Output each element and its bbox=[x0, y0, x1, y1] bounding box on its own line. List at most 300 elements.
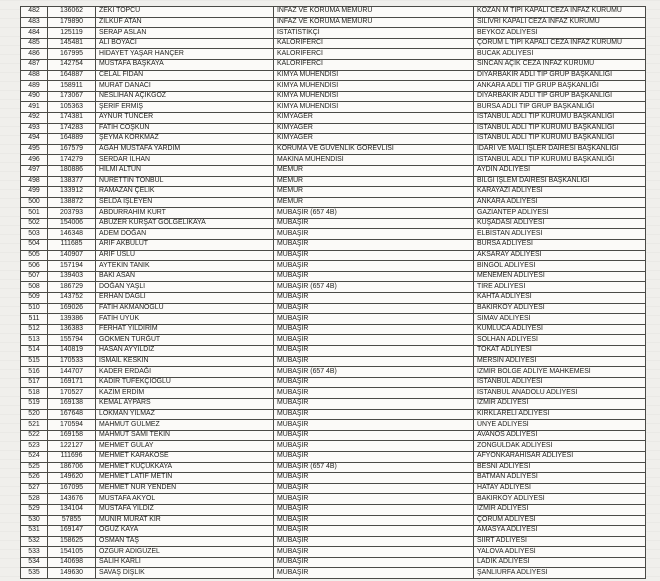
job-title-cell: MEMUR bbox=[274, 176, 474, 187]
row-number-cell: 500 bbox=[21, 197, 48, 208]
row-number-cell: 490 bbox=[21, 91, 48, 102]
job-title-cell: İNFAZ VE KORUMA MEMURU bbox=[274, 17, 474, 28]
table-row bbox=[21, 91, 646, 102]
institution-cell: TİRE ADLİYESİ bbox=[474, 282, 646, 293]
job-title-cell: MÜBAŞİR bbox=[274, 324, 474, 335]
personnel-table-body bbox=[21, 7, 646, 579]
job-title-cell: MÜBAŞİR bbox=[274, 515, 474, 526]
table-row bbox=[21, 81, 646, 92]
person-name-cell: KAZİM ERDİM bbox=[96, 388, 274, 399]
row-number-cell: 492 bbox=[21, 112, 48, 123]
row-number-cell: 497 bbox=[21, 165, 48, 176]
person-name-cell: ARİF USLU bbox=[96, 250, 274, 261]
registry-number-cell: 203793 bbox=[48, 208, 96, 219]
row-number-cell: 526 bbox=[21, 473, 48, 484]
job-title-cell: MÜBAŞİR bbox=[274, 430, 474, 441]
table-row bbox=[21, 102, 646, 113]
person-name-cell: KADİR TÜFEKÇİOĞLU bbox=[96, 377, 274, 388]
table-row bbox=[21, 314, 646, 325]
institution-cell: AYDIN ADLİYESİ bbox=[474, 165, 646, 176]
row-number-cell: 501 bbox=[21, 208, 48, 219]
institution-cell: KAHTA ADLİYESİ bbox=[474, 293, 646, 304]
institution-cell: BURSA ADLİYESİ bbox=[474, 240, 646, 251]
table-row bbox=[21, 303, 646, 314]
person-name-cell: MEHMET KÜÇÜKKAYA bbox=[96, 462, 274, 473]
registry-number-cell: 186706 bbox=[48, 462, 96, 473]
registry-number-cell: 111685 bbox=[48, 240, 96, 251]
table-row bbox=[21, 282, 646, 293]
table-row bbox=[21, 515, 646, 526]
row-number-cell: 520 bbox=[21, 409, 48, 420]
table-row bbox=[21, 144, 646, 155]
row-number-cell: 521 bbox=[21, 420, 48, 431]
person-name-cell: HİLMİ ALTUN bbox=[96, 165, 274, 176]
row-number-cell: 518 bbox=[21, 388, 48, 399]
row-number-cell: 535 bbox=[21, 568, 48, 579]
table-row bbox=[21, 197, 646, 208]
registry-number-cell: 157194 bbox=[48, 261, 96, 272]
institution-cell: MERSİN ADLİYESİ bbox=[474, 356, 646, 367]
institution-cell: AVANOS ADLİYESİ bbox=[474, 430, 646, 441]
table-row bbox=[21, 346, 646, 357]
table-row bbox=[21, 261, 646, 272]
person-name-cell: OĞUZ KAYA bbox=[96, 526, 274, 537]
row-number-cell: 510 bbox=[21, 303, 48, 314]
job-title-cell: MÜBAŞİR bbox=[274, 240, 474, 251]
row-number-cell: 491 bbox=[21, 102, 48, 113]
person-name-cell: ARİF AKBULUT bbox=[96, 240, 274, 251]
table-row bbox=[21, 409, 646, 420]
institution-cell: BUCAK ADLİYESİ bbox=[474, 49, 646, 60]
table-row bbox=[21, 271, 646, 282]
table-row bbox=[21, 398, 646, 409]
table-row bbox=[21, 324, 646, 335]
row-number-cell: 509 bbox=[21, 293, 48, 304]
institution-cell: ZONGULDAK ADLİYESİ bbox=[474, 441, 646, 452]
person-name-cell: CELAL FİDAN bbox=[96, 70, 274, 81]
registry-number-cell: 158625 bbox=[48, 536, 96, 547]
institution-cell: ÇORUM L TİPİ KAPALI CEZA İNFAZ KURUMU bbox=[474, 38, 646, 49]
person-name-cell: SAVAŞ DİŞLİK bbox=[96, 568, 274, 579]
job-title-cell: KİMYA MÜHENDİSİ bbox=[274, 81, 474, 92]
table-row bbox=[21, 430, 646, 441]
registry-number-cell: 173067 bbox=[48, 91, 96, 102]
institution-cell: BEYKOZ ADLİYESİ bbox=[474, 28, 646, 39]
registry-number-cell: 169026 bbox=[48, 303, 96, 314]
registry-number-cell: 143676 bbox=[48, 494, 96, 505]
job-title-cell: MÜBAŞİR bbox=[274, 451, 474, 462]
row-number-cell: 484 bbox=[21, 28, 48, 39]
registry-number-cell: 164889 bbox=[48, 134, 96, 145]
registry-number-cell: 138377 bbox=[48, 176, 96, 187]
row-number-cell: 522 bbox=[21, 430, 48, 441]
institution-cell: İSTANBUL ANADOLU ADLİYESİ bbox=[474, 388, 646, 399]
registry-number-cell: 164887 bbox=[48, 70, 96, 81]
institution-cell: BESNİ ADLİYESİ bbox=[474, 462, 646, 473]
row-number-cell: 502 bbox=[21, 218, 48, 229]
row-number-cell: 516 bbox=[21, 367, 48, 378]
job-title-cell: MÜBAŞİR bbox=[274, 547, 474, 558]
registry-number-cell: 140698 bbox=[48, 557, 96, 568]
institution-cell: SOLHAN ADLİYESİ bbox=[474, 335, 646, 346]
row-number-cell: 517 bbox=[21, 377, 48, 388]
registry-number-cell: 179890 bbox=[48, 17, 96, 28]
registry-number-cell: 158911 bbox=[48, 81, 96, 92]
row-number-cell: 496 bbox=[21, 155, 48, 166]
row-number-cell: 527 bbox=[21, 483, 48, 494]
table-row bbox=[21, 293, 646, 304]
registry-number-cell: 125119 bbox=[48, 28, 96, 39]
registry-number-cell: 154105 bbox=[48, 547, 96, 558]
table-row bbox=[21, 176, 646, 187]
job-title-cell: KİMYAGER bbox=[274, 123, 474, 134]
job-title-cell: KİMYAGER bbox=[274, 134, 474, 145]
registry-number-cell: 169171 bbox=[48, 377, 96, 388]
row-number-cell: 530 bbox=[21, 515, 48, 526]
row-number-cell: 483 bbox=[21, 17, 48, 28]
institution-cell: BAKIRKÖY ADLİYESİ bbox=[474, 303, 646, 314]
person-name-cell: FATİH AKMANOĞLU bbox=[96, 303, 274, 314]
table-row bbox=[21, 17, 646, 28]
institution-cell: BURSA ADLİ TIP GRUP BAŞKANLIĞI bbox=[474, 102, 646, 113]
institution-cell: KUMLUCA ADLİYESİ bbox=[474, 324, 646, 335]
registry-number-cell: 136062 bbox=[48, 7, 96, 18]
job-title-cell: MEMUR bbox=[274, 197, 474, 208]
institution-cell: İSTANBUL ADLİ TIP KURUMU BAŞKANLIĞI bbox=[474, 155, 646, 166]
row-number-cell: 485 bbox=[21, 38, 48, 49]
institution-cell: ÜNYE ADLİYESİ bbox=[474, 420, 646, 431]
institution-cell: DİYARBAKIR ADLİ TIP GRUP BAŞKANLIĞI bbox=[474, 70, 646, 81]
table-row bbox=[21, 356, 646, 367]
table-row bbox=[21, 38, 646, 49]
row-number-cell: 499 bbox=[21, 187, 48, 198]
job-title-cell: İSTATİSTİKÇİ bbox=[274, 28, 474, 39]
person-name-cell: AYTEKİN TANIK bbox=[96, 261, 274, 272]
row-number-cell: 503 bbox=[21, 229, 48, 240]
registry-number-cell: 136383 bbox=[48, 324, 96, 335]
institution-cell: İZMİR ADLİYESİ bbox=[474, 504, 646, 515]
row-number-cell: 525 bbox=[21, 462, 48, 473]
row-number-cell: 505 bbox=[21, 250, 48, 261]
job-title-cell: MÜBAŞİR bbox=[274, 229, 474, 240]
registry-number-cell: 138872 bbox=[48, 197, 96, 208]
person-name-cell: HASAN AYYILDIZ bbox=[96, 346, 274, 357]
table-row bbox=[21, 218, 646, 229]
person-name-cell: ABUZER KÜRŞAT GÖLGELİKAYA bbox=[96, 218, 274, 229]
table-row bbox=[21, 557, 646, 568]
table-row bbox=[21, 568, 646, 579]
job-title-cell: KALORİFERCİ bbox=[274, 59, 474, 70]
person-name-cell: MAHMUT SAMİ TEKİN bbox=[96, 430, 274, 441]
row-number-cell: 494 bbox=[21, 134, 48, 145]
table-row bbox=[21, 7, 646, 18]
job-title-cell: MÜBAŞİR bbox=[274, 526, 474, 537]
registry-number-cell: 174283 bbox=[48, 123, 96, 134]
registry-number-cell: 139403 bbox=[48, 271, 96, 282]
person-name-cell: ÖZGÜR ADIGÜZEL bbox=[96, 547, 274, 558]
person-name-cell: KADER ERDAĞI bbox=[96, 367, 274, 378]
table-row bbox=[21, 367, 646, 378]
registry-number-cell: 169147 bbox=[48, 526, 96, 537]
person-name-cell: ERHAN DAĞLI bbox=[96, 293, 274, 304]
job-title-cell: MÜBAŞİR (657 4B) bbox=[274, 282, 474, 293]
registry-number-cell: 57855 bbox=[48, 515, 96, 526]
table-row bbox=[21, 473, 646, 484]
personnel-table bbox=[20, 6, 646, 579]
row-number-cell: 524 bbox=[21, 451, 48, 462]
row-number-cell: 528 bbox=[21, 494, 48, 505]
job-title-cell: MÜBAŞİR bbox=[274, 568, 474, 579]
institution-cell: MENEMEN ADLİYESİ bbox=[474, 271, 646, 282]
job-title-cell: MÜBAŞİR bbox=[274, 388, 474, 399]
job-title-cell: KİMYA MÜHENDİSİ bbox=[274, 91, 474, 102]
person-name-cell: ADEM DOĞAN bbox=[96, 229, 274, 240]
institution-cell: BİNGÖL ADLİYESİ bbox=[474, 261, 646, 272]
institution-cell: YALOVA ADLİYESİ bbox=[474, 547, 646, 558]
registry-number-cell: 170533 bbox=[48, 356, 96, 367]
person-name-cell: MEHMET KARAKÖSE bbox=[96, 451, 274, 462]
person-name-cell: FATİH COŞKUN bbox=[96, 123, 274, 134]
table-row bbox=[21, 377, 646, 388]
table-row bbox=[21, 388, 646, 399]
row-number-cell: 486 bbox=[21, 49, 48, 60]
row-number-cell: 508 bbox=[21, 282, 48, 293]
registry-number-cell: 174279 bbox=[48, 155, 96, 166]
institution-cell: SİMAV ADLİYESİ bbox=[474, 314, 646, 325]
person-name-cell: MEHMET NUR YENDEN bbox=[96, 483, 274, 494]
job-title-cell: KALORİFERCİ bbox=[274, 38, 474, 49]
row-number-cell: 487 bbox=[21, 59, 48, 70]
person-name-cell: BAKİ ASAN bbox=[96, 271, 274, 282]
table-row bbox=[21, 547, 646, 558]
job-title-cell: MÜBAŞİR bbox=[274, 504, 474, 515]
person-name-cell: NURETTİN TONBUL bbox=[96, 176, 274, 187]
institution-cell: AMASYA ADLİYESİ bbox=[474, 526, 646, 537]
job-title-cell: MÜBAŞİR bbox=[274, 293, 474, 304]
job-title-cell: MÜBAŞİR bbox=[274, 441, 474, 452]
row-number-cell: 504 bbox=[21, 240, 48, 251]
person-name-cell: MUSTAFA AKYOL bbox=[96, 494, 274, 505]
job-title-cell: MÜBAŞİR bbox=[274, 218, 474, 229]
row-number-cell: 512 bbox=[21, 324, 48, 335]
row-number-cell: 533 bbox=[21, 547, 48, 558]
institution-cell: GAZİANTEP ADLİYESİ bbox=[474, 208, 646, 219]
registry-number-cell: 180886 bbox=[48, 165, 96, 176]
person-name-cell: GÖKMEN TURĞUT bbox=[96, 335, 274, 346]
institution-cell: LADİK ADLİYESİ bbox=[474, 557, 646, 568]
table-row bbox=[21, 187, 646, 198]
person-name-cell: KEMAL AYPARS bbox=[96, 398, 274, 409]
person-name-cell: MEHMET GÜLAY bbox=[96, 441, 274, 452]
institution-cell: HATAY ADLİYESİ bbox=[474, 483, 646, 494]
registry-number-cell: 105363 bbox=[48, 102, 96, 113]
registry-number-cell: 134104 bbox=[48, 504, 96, 515]
institution-cell: İZMİR BÖLGE ADLİYE MAHKEMESİ bbox=[474, 367, 646, 378]
job-title-cell: MÜBAŞİR bbox=[274, 335, 474, 346]
registry-number-cell: 170527 bbox=[48, 388, 96, 399]
table-row bbox=[21, 250, 646, 261]
institution-cell: İSTANBUL ADLİ TIP KURUMU BAŞKANLIĞI bbox=[474, 134, 646, 145]
person-name-cell: MURAT DANACI bbox=[96, 81, 274, 92]
job-title-cell: MÜBAŞİR bbox=[274, 473, 474, 484]
registry-number-cell: 146348 bbox=[48, 229, 96, 240]
person-name-cell: HİDAYET YAŞAR HANÇER bbox=[96, 49, 274, 60]
institution-cell: KUŞADASI ADLİYESİ bbox=[474, 218, 646, 229]
registry-number-cell: 167095 bbox=[48, 483, 96, 494]
registry-number-cell: 167648 bbox=[48, 409, 96, 420]
registry-number-cell: 143752 bbox=[48, 293, 96, 304]
person-name-cell: DOĞAN YAŞLI bbox=[96, 282, 274, 293]
registry-number-cell: 139386 bbox=[48, 314, 96, 325]
table-row bbox=[21, 420, 646, 431]
job-title-cell: KALORİFERCİ bbox=[274, 49, 474, 60]
institution-cell: İSTANBUL ADLİ TIP KURUMU BAŞKANLIĞI bbox=[474, 112, 646, 123]
institution-cell: KOZAN M TİPİ KAPALI CEZA İNFAZ KURUMU bbox=[474, 7, 646, 18]
job-title-cell: MÜBAŞİR bbox=[274, 250, 474, 261]
institution-cell: ÇORUM ADLİYESİ bbox=[474, 515, 646, 526]
row-number-cell: 507 bbox=[21, 271, 48, 282]
row-number-cell: 511 bbox=[21, 314, 48, 325]
job-title-cell: MÜBAŞİR bbox=[274, 483, 474, 494]
institution-cell: İSTANBUL ADLİYESİ bbox=[474, 377, 646, 388]
job-title-cell: MÜBAŞİR bbox=[274, 398, 474, 409]
institution-cell: ANKARA ADLİ TIP GRUP BAŞKANLIĞI bbox=[474, 81, 646, 92]
table-row bbox=[21, 28, 646, 39]
job-title-cell: MÜBAŞİR bbox=[274, 356, 474, 367]
person-name-cell: ZİLKÜF ATAN bbox=[96, 17, 274, 28]
registry-number-cell: 149620 bbox=[48, 473, 96, 484]
job-title-cell: MEMUR bbox=[274, 187, 474, 198]
table-row bbox=[21, 208, 646, 219]
table-row bbox=[21, 59, 646, 70]
institution-cell: TOKAT ADLİYESİ bbox=[474, 346, 646, 357]
row-number-cell: 488 bbox=[21, 70, 48, 81]
table-row bbox=[21, 49, 646, 60]
table-row bbox=[21, 462, 646, 473]
person-name-cell: RAMAZAN ÇELİK bbox=[96, 187, 274, 198]
person-name-cell: FERHAT YILDIRIM bbox=[96, 324, 274, 335]
person-name-cell: SERAP ASLAN bbox=[96, 28, 274, 39]
row-number-cell: 498 bbox=[21, 176, 48, 187]
job-title-cell: MÜBAŞİR bbox=[274, 420, 474, 431]
table-row bbox=[21, 536, 646, 547]
institution-cell: SİİRT ADLİYESİ bbox=[474, 536, 646, 547]
table-row bbox=[21, 526, 646, 537]
job-title-cell: MÜBAŞİR bbox=[274, 261, 474, 272]
table-row bbox=[21, 70, 646, 81]
registry-number-cell: 142754 bbox=[48, 59, 96, 70]
row-number-cell: 529 bbox=[21, 504, 48, 515]
institution-cell: BATMAN ADLİYESİ bbox=[474, 473, 646, 484]
institution-cell: DİYARBAKIR ADLİ TIP GRUP BAŞKANLIĞI bbox=[474, 91, 646, 102]
job-title-cell: KORUMA VE GÜVENLİK GÖREVLİSİ bbox=[274, 144, 474, 155]
registry-number-cell: 186729 bbox=[48, 282, 96, 293]
row-number-cell: 513 bbox=[21, 335, 48, 346]
job-title-cell: MAKİNA MÜHENDİSİ bbox=[274, 155, 474, 166]
institution-cell: İDARİ VE MALİ İŞLER DAİRESİ BAŞKANLIĞI bbox=[474, 144, 646, 155]
institution-cell: BİLGİ İŞLEM DAİRESİ BAŞKANLIĞI bbox=[474, 176, 646, 187]
registry-number-cell: 140819 bbox=[48, 346, 96, 357]
registry-number-cell: 144707 bbox=[48, 367, 96, 378]
table-row bbox=[21, 123, 646, 134]
table-row bbox=[21, 134, 646, 145]
person-name-cell: OSMAN TAŞ bbox=[96, 536, 274, 547]
registry-number-cell: 111696 bbox=[48, 451, 96, 462]
table-row bbox=[21, 165, 646, 176]
institution-cell: KIRKLARELİ ADLİYESİ bbox=[474, 409, 646, 420]
job-title-cell: MÜBAŞİR (657 4B) bbox=[274, 367, 474, 378]
table-row bbox=[21, 112, 646, 123]
job-title-cell: MÜBAŞİR (657 4B) bbox=[274, 462, 474, 473]
registry-number-cell: 133912 bbox=[48, 187, 96, 198]
registry-number-cell: 169158 bbox=[48, 430, 96, 441]
job-title-cell: MÜBAŞİR bbox=[274, 303, 474, 314]
institution-cell: AKSARAY ADLİYESİ bbox=[474, 250, 646, 261]
registry-number-cell: 155794 bbox=[48, 335, 96, 346]
registry-number-cell: 167995 bbox=[48, 49, 96, 60]
person-name-cell: SELDA İŞLEYEN bbox=[96, 197, 274, 208]
row-number-cell: 515 bbox=[21, 356, 48, 367]
person-name-cell: ŞEYMA KORKMAZ bbox=[96, 134, 274, 145]
person-name-cell: ZEKİ TOPCU bbox=[96, 7, 274, 18]
person-name-cell: SALİH KARLI bbox=[96, 557, 274, 568]
job-title-cell: KİMYA MÜHENDİSİ bbox=[274, 102, 474, 113]
table-row bbox=[21, 240, 646, 251]
job-title-cell: MÜBAŞİR bbox=[274, 409, 474, 420]
row-number-cell: 534 bbox=[21, 557, 48, 568]
table-row bbox=[21, 494, 646, 505]
row-number-cell: 493 bbox=[21, 123, 48, 134]
institution-cell: KARAYAZI ADLİYESİ bbox=[474, 187, 646, 198]
table-row bbox=[21, 335, 646, 346]
person-name-cell: AGAH MUSTAFA YARDIM bbox=[96, 144, 274, 155]
registry-number-cell: 167579 bbox=[48, 144, 96, 155]
job-title-cell: MÜBAŞİR bbox=[274, 494, 474, 505]
job-title-cell: MÜBAŞİR (657 4B) bbox=[274, 208, 474, 219]
job-title-cell: MÜBAŞİR bbox=[274, 557, 474, 568]
job-title-cell: MÜBAŞİR bbox=[274, 346, 474, 357]
job-title-cell: MÜBAŞİR bbox=[274, 536, 474, 547]
institution-cell: ELBİSTAN ADLİYESİ bbox=[474, 229, 646, 240]
registry-number-cell: 154006 bbox=[48, 218, 96, 229]
institution-cell: İZMİR ADLİYESİ bbox=[474, 398, 646, 409]
job-title-cell: İNFAZ VE KORUMA MEMURU bbox=[274, 7, 474, 18]
person-name-cell: MAHMUT GÜLMEZ bbox=[96, 420, 274, 431]
row-number-cell: 482 bbox=[21, 7, 48, 18]
person-name-cell: MUSTAFA BAŞKAYA bbox=[96, 59, 274, 70]
row-number-cell: 514 bbox=[21, 346, 48, 357]
registry-number-cell: 174381 bbox=[48, 112, 96, 123]
institution-cell: BAKIRKÖY ADLİYESİ bbox=[474, 494, 646, 505]
row-number-cell: 495 bbox=[21, 144, 48, 155]
row-number-cell: 532 bbox=[21, 536, 48, 547]
row-number-cell: 531 bbox=[21, 526, 48, 537]
institution-cell: ANKARA ADLİYESİ bbox=[474, 197, 646, 208]
institution-cell: İSTANBUL ADLİ TIP KURUMU BAŞKANLIĞI bbox=[474, 123, 646, 134]
registry-number-cell: 122127 bbox=[48, 441, 96, 452]
person-name-cell: MÜNİR MURAT KIR bbox=[96, 515, 274, 526]
registry-number-cell: 145481 bbox=[48, 38, 96, 49]
job-title-cell: KİMYA MÜHENDİSİ bbox=[274, 70, 474, 81]
job-title-cell: KİMYAGER bbox=[274, 112, 474, 123]
job-title-cell: MEMUR bbox=[274, 165, 474, 176]
person-name-cell: NESLİHAN AÇIKGÖZ bbox=[96, 91, 274, 102]
person-name-cell: ŞERİF ERMİŞ bbox=[96, 102, 274, 113]
person-name-cell: ABDURRAHİM KURT bbox=[96, 208, 274, 219]
institution-cell: SİNCAN AÇIK CEZA İNFAZ KURUMU bbox=[474, 59, 646, 70]
job-title-cell: MÜBAŞİR bbox=[274, 314, 474, 325]
table-row bbox=[21, 441, 646, 452]
